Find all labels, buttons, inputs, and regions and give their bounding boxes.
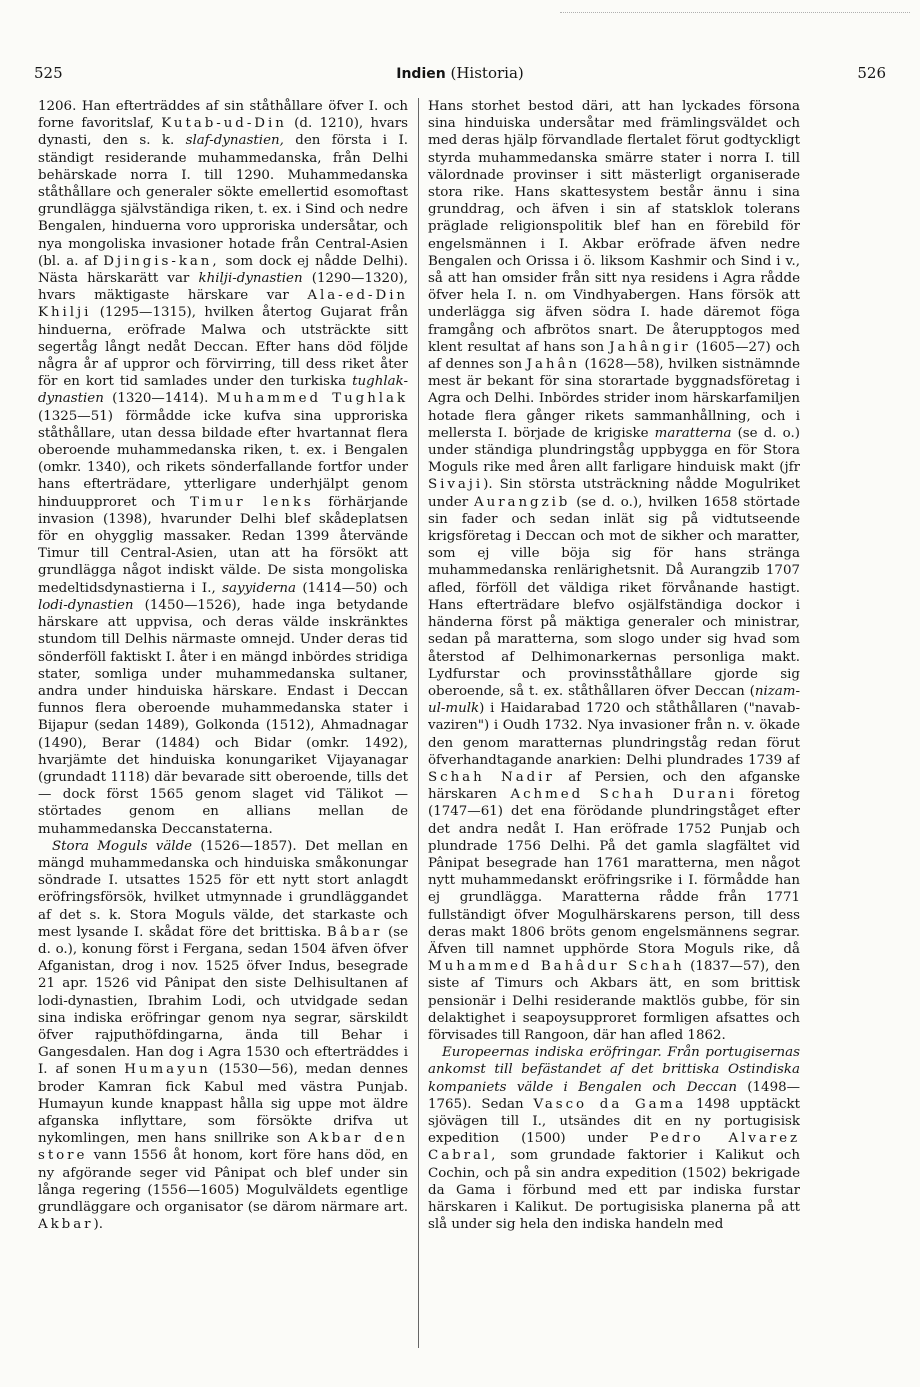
spaced-name: Schah Nadir — [428, 769, 555, 785]
page-number-left: 525 — [34, 64, 63, 82]
spaced-name: Aurangzib — [474, 494, 571, 510]
text-run: (1290—1320), hvars mäktigaste härskare var — [38, 271, 408, 304]
spaced-name: Jahân — [526, 357, 580, 373]
text-run: (1498—1765). Sedan — [428, 1079, 800, 1112]
text-run: (1320—1414). — [103, 391, 217, 407]
spaced-name: Vasco da Gama — [533, 1096, 687, 1112]
page-title — [30, 64, 890, 82]
spaced-name: Sivaji — [428, 477, 484, 493]
paragraph — [428, 98, 800, 1044]
page-number-right: 526 — [857, 64, 886, 82]
text-run: som dock ej nådde Delhi). Nästa härskarätt var — [38, 253, 408, 287]
text-run: af Persien, och den afganske härskaren — [428, 769, 800, 803]
spaced-name: Timur lenks — [189, 494, 314, 510]
text-run: 1206. Han efterträddes af sin ståthållare öfver I. och forne favoritslaf, — [38, 99, 408, 132]
left-column — [38, 98, 408, 1356]
italic-term: slaf-dynastien, — [185, 133, 284, 149]
text-run: företog (1747—61) det ena förödande plundringståget efter det andra nedåt I. Han eröfrade 1752 Punjab och plundrade 1756 Delhi. På det gamla slagfältet vid Pânipat besegrade han 1761 maratterna, men något nytt muhammedanskt eröfringsrike i I. förmådde han ej grundlägga. Maratterna rådde från 1771 fullständigt öfver Mogulhärskarens person, till dess deras makt 1806 bröts genom engelsmännens segrar. Äfven till namnet upphörde Stora Moguls rike, då — [428, 787, 800, 957]
text-run: den första i I. ständigt residerande muhammedanska, från Delhi behärskade norra I. till 1290. Muhammedanska ståthållare och generaler sökte emellertid esomoftast grundlägga självständiga riken, t. ex. i Sind och nedre Bengalen, hinduerna voro upproriska undersåtar, och nya mongoliska invasioner hotade från Central-Asien (bl. a. af — [38, 133, 408, 269]
text-run: (1414—50) och — [295, 580, 408, 596]
italic-term: maratterna — [654, 425, 732, 441]
paragraph — [428, 1044, 800, 1233]
text-run: (se d. o.) under ständiga plundringståg uppbygga en för Stora Moguls rike med åren allt farligare hinduisk makt (jfr — [428, 425, 800, 476]
text-run: (1526—1857). Det mellan en mängd muhammedanska och hinduiska småkonungar söndrade I. utsattes 1525 för ett nytt stort anlagdt eröfringsförsök, hvilket utmynnade i grundläggandet af det s. k. Stora Moguls välde, det starkaste och mest lysande I. skådat före det brittiska. — [38, 838, 408, 940]
text-run: som grundade faktorier i Kalikut och Cochin, och på sin andra expedition (1502) bekrigade da Gama i förbund med ett par indiska furstar härskaren i Kalikut. De portugisiska planerna på att slå under sig hela den indiska handeln med — [428, 1148, 800, 1233]
spaced-name: Bâbar — [326, 924, 383, 940]
column-divider — [418, 98, 419, 1348]
text-run: ) i Haidarabad 1720 och ståthållaren ("navab-vaziren") i Oudh 1732. Nya invasioner från n. v. ökade den genom maratternas plundringståg redan förut öfverhandtagande anarkien: Delhi plundrades 1739 af — [428, 701, 800, 768]
text-run: vann 1556 åt honom, kort före hans död, en ny afgörande seger vid Pânipat och blef under sin långa regering (1556—1605) Mogulväldets egentlige grundläggare och organisator (se därom närmare art. — [38, 1148, 408, 1215]
text-run: (1295—1315), hvilken återtog Gujarat från hinduerna, eröfrade Malwa och utsträckte sitt segertåg långt nedåt Deccan. Efter hans död följde några år af uppror och förvirring, till dess riket åter för en kort tid samlades under den turkiska — [38, 305, 408, 390]
text-run: (d. 1210), hvars dynasti, den s. k. — [38, 116, 408, 149]
text-run: (1605—27) och af dennes son — [428, 339, 800, 373]
scan-edge-rule — [560, 12, 910, 13]
page-header — [30, 64, 890, 86]
title-qualifier: (Historia) — [450, 64, 524, 82]
text-run: (1530—56), medan dennes broder Kamran fick Kabul med västra Punjab. Humayun kunde knappast hålla sig uppe mot äldre afganska inflyttare, som försökte drifva ut nykomlingen, men hans snillrike son — [38, 1062, 408, 1147]
text-run: ). — [93, 1217, 103, 1233]
italic-term: nizam-ul-mulk — [428, 683, 800, 717]
text-run: förhärjande invasion (1398), hvarunder Delhi blef skådeplatsen för en ohygglig massaker. Redan 1399 återvände Timur till Central-Asien, utan att ha försökt att grundlägga något indiskt välde. De sista mongoliska medeltidsdynastierna i I., — [38, 494, 408, 596]
paragraph — [38, 98, 408, 838]
spaced-name: Djingis-kan, — [103, 253, 220, 269]
spaced-name: Pedro Alvarez Cabral, — [428, 1131, 800, 1164]
paragraph — [38, 838, 408, 1234]
spaced-name: Muhammed Tughlak — [216, 391, 408, 407]
spaced-name: Muhammed Bahâdur Schah — [428, 959, 685, 975]
spaced-name: Humayun — [124, 1062, 211, 1078]
text-run: (1837—57), den siste af Timurs och Akbars ätt, en som brittisk pensionär i Delhi residerande maktlös gubbe, för sin delaktighet i seapoysupproret formligen afsattes och förvisades till Rangoon, där han afled 1862. — [428, 959, 800, 1043]
text-run: 1498 upptäckt sjövägen till I., utsändes dit en ny portugisisk expedition (1500) under — [428, 1096, 800, 1147]
spaced-name: Akbar den store — [38, 1131, 408, 1164]
text-run: (1450—1526), hade inga betydande härskare att uppvisa, och deras välde inskränktes stundom till Delhis närmaste omnejd. Under deras tid sönderföll faktiskt I. åter i en mängd inbördes stridiga stater, somliga under muhammedanska sultaner, andra under hinduiska härskare. Endast i Deccan funnos flera oberoende muhammedanska stater i Bijapur (sedan 1489), Golkonda (1512), Ahmadnagar (1490), Berar (1484) och Bidar (omkr. 1492), hvarjämte det hinduiska konungariket Vijayanagar (grundadt 1118) där bevarade sitt oberoende, tills det — dock först 1565 genom slaget vid Tälikot — störtades genom en allians mellan de muhammedanska Deccanstaterna. — [38, 597, 408, 837]
spaced-name: Jahângir — [609, 339, 691, 355]
text-run: (1628—58), hvilken sistnämnde mest är bekant för sina storartade byggnadsföretag i Agra och Delhi. Inbördes strider inom härskarfamiljen hotade flera gånger rikets sammanhållning, och i mellersta I. började de krigiske — [428, 357, 800, 441]
italic-term: Europeernas indiska eröfringar. Från portugisernas ankomst till befästandet af det brittiska Ostindiska kompaniets välde i Bengalen och Deccan — [428, 1045, 800, 1095]
text-run: ). Sin största utsträckning nådde Mogulriket under — [428, 477, 800, 510]
italic-term: lodi-dynastien — [38, 597, 134, 613]
italic-term: tughlak-dynastien — [38, 374, 408, 407]
spaced-name: Ala-ed-Din Khilji — [38, 288, 408, 321]
spaced-name: Kutab-ud-Din — [161, 116, 287, 132]
italic-term: Stora Moguls välde — [52, 838, 193, 854]
spaced-name: Achmed Schah Durani — [510, 787, 738, 803]
text-run: (se d. o.), hvilken 1658 störtade sin fader och sedan inlät sig på vidtutseende krigsföretag i Deccan och mot de sikher och maratter, som ej ville böja sig för hans stränga muhammedanska renlärighetsnit. Då Aurangzib 1707 afled, förföll det väldiga riket förvånande hastigt. Hans efterträdare blefvo osjälfständiga dockor i händerna först på mäktiga generaler och ministrar, sedan på maratterna, som slogo under sig hvad som återstod af Delhimonarkernas personliga makt. Lydfurstar och provinsståthållare gjorde sig oberoende, så t. ex. ståthållaren öfver Deccan ( — [428, 494, 800, 699]
text-run: (1325—51) förmådde icke kufva sina upproriska ståthållare, utan dessa bildade efter hvartannat flera oberoende muhammedanska riken, t. ex. i Bengalen (omkr. 1340), och rikets sönderfallande fortfor under hans efterträdare, ytterligare underhjälpt genom hinduupproret och — [38, 408, 408, 510]
italic-term: sayyiderna — [222, 580, 296, 596]
text-run: Hans storhet bestod däri, att han lyckades försona sina hinduiska undersåtar med främlingsväldet och med deras hjälp förvandlade flertalet förut godtyckligt styrda muhammedanska smärre stater i norra I. till välordnade provinser i sitt mästerligt organiserade stora rike. Hans skattesystem består ännu i sina grunddrag, och äfven i sin af statsklok tolerans präglade religionspolitik blef han en förebild för engelsmännen i I. Akbar eröfrade äfven nedre Bengalen och Orissa i ö. liksom Kashmir och Sind i v., så att han omsider från sitt nya residens i Agra rådde öfver hela I. n. om Vindhyabergen. Hans försök att underlägga sig äfven södra I. hade däremot föga framgång och afbrötos snart. De återupptogos med klent resultat af hans son — [428, 99, 800, 355]
right-column — [428, 98, 800, 1356]
title-keyword: Indien — [396, 66, 446, 82]
text-run: (se d. o.), konung först i Fergana, sedan 1504 äfven öfver Afganistan, drog i nov. 1525 öfver Indus, besegrade 21 apr. 1526 vid Pânipat den siste Delhisultanen af lodi-dynastien, Ibrahim Lodi, och utvidgade sedan sina indiska eröfringar genom nya segrar, särskildt öfver rajputhöfdingarna, ända till Behar i Gangesdalen. Han dog i Agra 1530 och efterträddes i I. af sonen — [38, 924, 408, 1078]
spaced-name: Akbar — [38, 1217, 94, 1233]
italic-term: khilji-dynastien — [198, 271, 303, 287]
